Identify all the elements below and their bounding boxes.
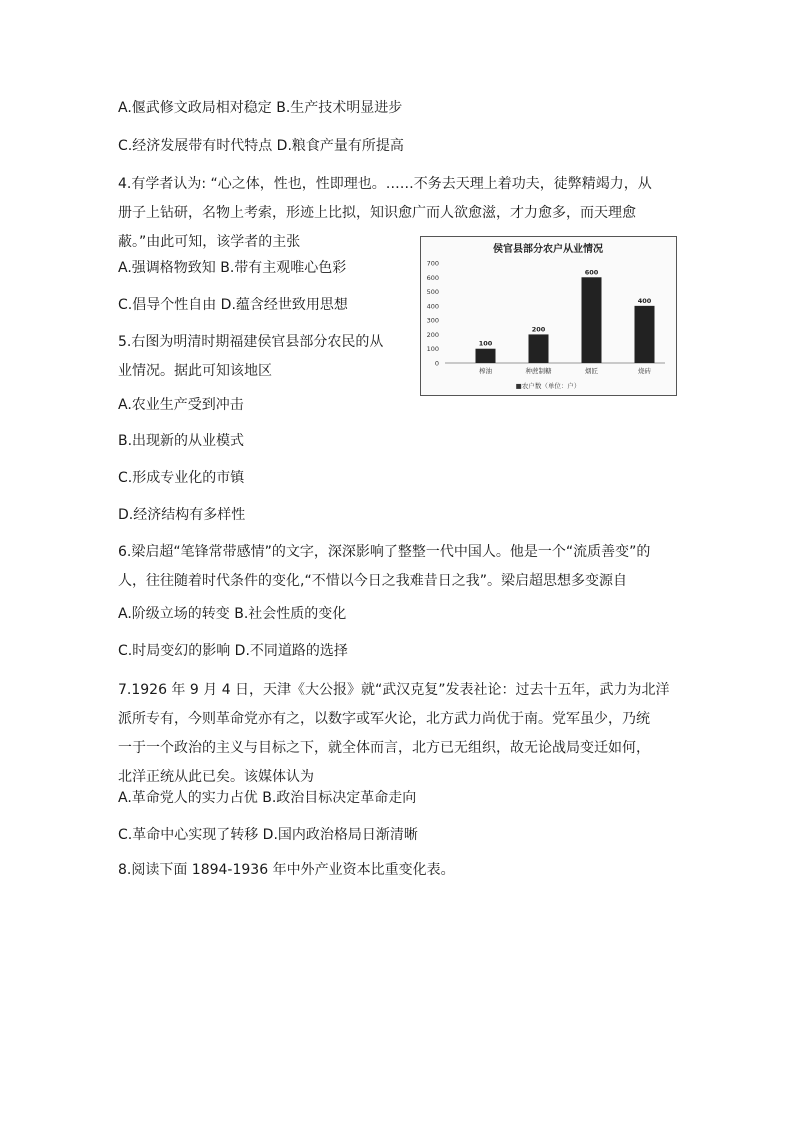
q6-stem-line: 6.梁启超“笔锋常带感情”的文字，深深影响了整整一代中国人。他是一个“流质善变”的 [118, 544, 651, 560]
q6-stem-line: 人，往往随着时代条件的变化,“不惜以今日之我难昔日之我”。梁启超思想多变源自 [118, 573, 627, 589]
q4-option-ab: A.强调格物致知 B.带有主观唯心色彩 [118, 260, 347, 276]
q7-stem-line: 派所专有，今则革命党亦有之，以数字或军火论，北方武力尚优于南。党军虽少，乃统 [118, 711, 650, 727]
y-tick-label: 600 [426, 273, 439, 282]
q7-stem-line: 北洋正统从此已矣。该媒体认为 [118, 769, 314, 785]
q4-stem-line: 册子上钻研，名物上考索，形迹上比拟，知识愈广而人欲愈滋，才力愈多，而天理愈 [118, 205, 636, 221]
q5-stem-line: 5.右图为明清时期福建侯官县部分农民的从 [118, 334, 384, 350]
y-tick-label: 100 [426, 345, 439, 354]
category-label: 种蔗制糖 [525, 367, 552, 375]
bar-value-label: 200 [531, 325, 546, 334]
chart-title: 侯官县部分农户从业情况 [493, 244, 603, 255]
bar [476, 349, 496, 363]
q3-option-ab: A.偃武修文政局相对稳定 B.生产技术明显进步 [118, 100, 403, 116]
y-tick-label: 200 [426, 330, 439, 339]
y-tick-label: 300 [426, 316, 439, 325]
q6-option-cd: C.时局变幻的影响 D.不同道路的选择 [118, 643, 348, 659]
bar [582, 277, 602, 363]
q4-stem-line: 蔽。”由此可知，该学者的主张 [118, 234, 301, 250]
q8-stem: 8.阅读下面 1894-1936 年中外产业资本比重变化表。 [118, 862, 455, 878]
q5-option-a: A.农业生产受到冲击 [118, 397, 244, 413]
chart-svg [421, 237, 675, 394]
q5-stem-line: 业情况。据此可知该地区 [118, 363, 272, 379]
q7-stem-line: 一于一个政治的主义与目标之下，就全体而言，北方已无组织，故无论战局变迁如何， [118, 740, 650, 756]
q6-stem [118, 538, 684, 596]
bar-value-label: 600 [584, 268, 599, 277]
q7-option-ab: A.革命党人的实力占优 B.政治目标决定革命走向 [118, 790, 417, 806]
q7-stem [118, 676, 684, 792]
q3-option-cd: C.经济发展带有时代特点 D.粮食产量有所提高 [118, 138, 404, 154]
q5-option-c: C.形成专业化的市镇 [118, 470, 245, 486]
y-tick-label: 700 [426, 259, 439, 268]
q4-stem-line: 4.有学者认为: “心之体，性也，性即理也。……不务去天理上着功夫，徒弊精竭力，从 [118, 176, 652, 192]
q5-option-b: B.出现新的从业模式 [118, 433, 245, 449]
chart-legend: ■农户数（单位：户） [515, 382, 581, 390]
q5-stem [118, 328, 408, 386]
y-tick-label: 500 [426, 288, 439, 297]
q6-option-ab: A.阶级立场的转变 B.社会性质的变化 [118, 606, 347, 622]
q4-option-cd: C.倡导个性自由 D.蕴含经世致用思想 [118, 297, 348, 313]
bar-value-label: 400 [637, 296, 652, 305]
bar [529, 334, 549, 363]
category-label: 烧砖 [638, 367, 651, 375]
q7-stem-line: 7.1926 年 9 月 4 日，天津《大公报》就“武汉克复”发表社论：过去十五年，武力为北洋 [118, 682, 670, 698]
bar-value-label: 100 [478, 339, 493, 348]
q7-option-cd: C.革命中心实现了转移 D.国内政治格局日渐清晰 [118, 827, 418, 843]
q5-option-d: D.经济结构有多样性 [118, 507, 246, 523]
bar [635, 306, 655, 363]
category-label: 榨油 [479, 367, 492, 375]
occupation-bar-chart [420, 236, 677, 396]
y-tick-label: 400 [426, 302, 439, 311]
y-tick-label: 0 [434, 359, 439, 368]
category-label: 烟匠 [585, 367, 598, 375]
